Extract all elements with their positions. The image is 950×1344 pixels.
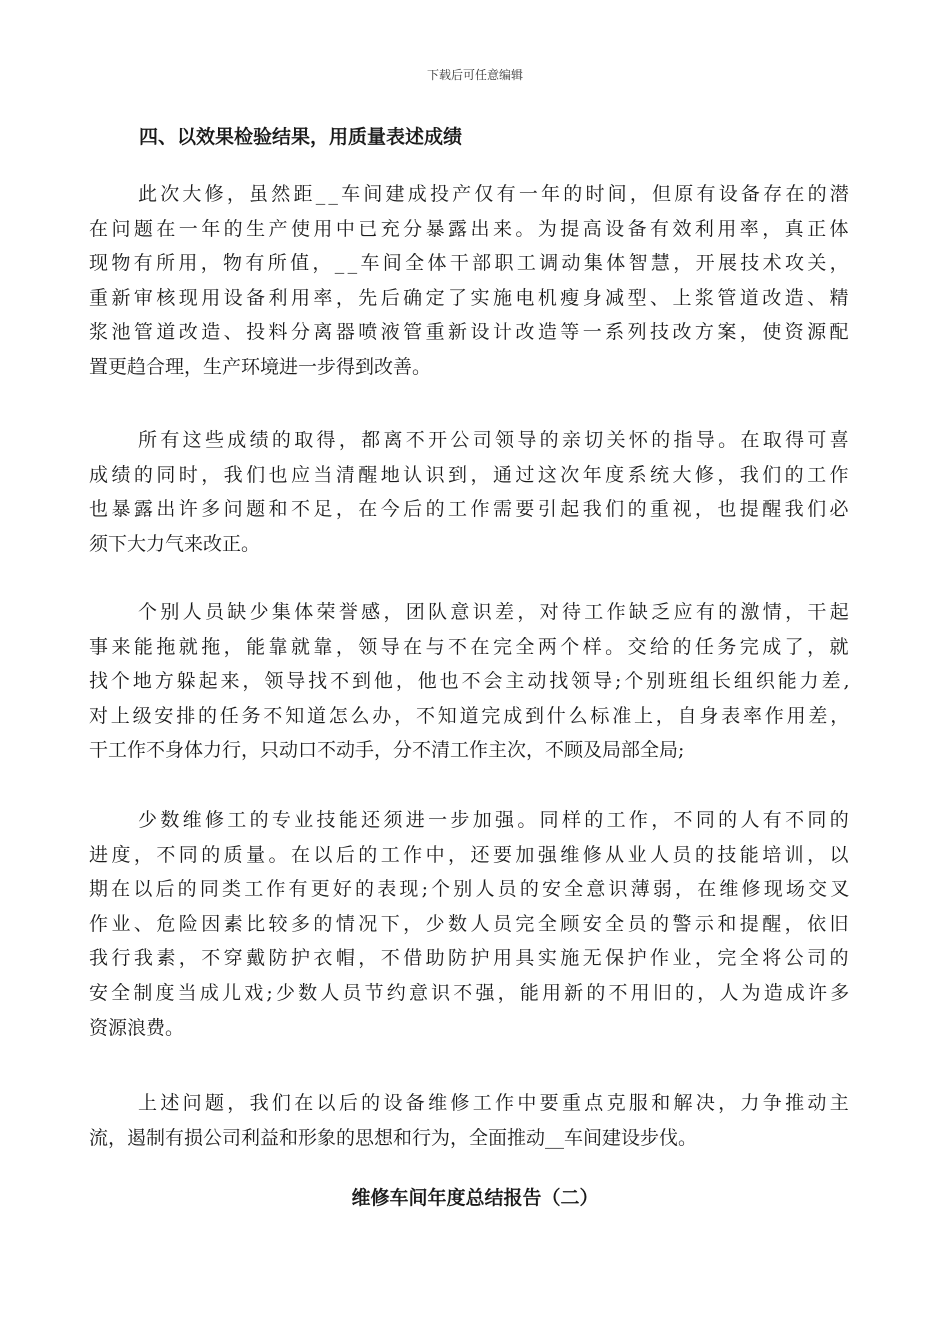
paragraph-line: 成绩的同时，我们也应当清醒地认识到，通过这次年度系统大修，我们的工作 [89, 463, 852, 486]
paragraph-line: 置更趋合理，生产环境进一步得到改善。 [89, 356, 432, 378]
paragraph-line: 期在以后的同类工作有更好的表现;个别人员的安全意识薄弱，在维修现场交叉 [89, 878, 853, 901]
paragraph-line: 找个地方躲起来，领导找不到他，他也不会主动找领导;个别班组长组织能力差, [89, 670, 853, 693]
document-title: 维修车间年度总结报告（二） [351, 1187, 599, 1209]
paragraph-line: 现物有所用，物有所值，__车间全体干部职工调动集体智慧，开展技术攻关， [89, 252, 853, 275]
paragraph-line: 流，遏制有损公司利益和形象的思想和行为，全面推动__车间建设步伐。 [89, 1126, 698, 1149]
paragraph-line: 浆池管道改造、投料分离器喷液管重新设计改造等一系列技改方案，使资源配 [89, 321, 852, 344]
paragraph-line: 在问题在一年的生产使用中已充分暴露出来。为提高设备有效利用率，真正体 [89, 217, 852, 240]
paragraph-line: 也暴露出许多问题和不足，在今后的工作需要引起我们的重视，也提醒我们必 [89, 498, 852, 521]
paragraph-line: 重新审核现用设备利用率，先后确定了实施电机瘦身减型、上浆管道改造、精 [89, 286, 852, 309]
paragraph-line: 我行我素，不穿戴防护衣帽，不借助防护用具实施无保护作业，完全将公司的 [89, 947, 852, 970]
paragraph-line: 资源浪费。 [89, 1016, 185, 1039]
section-heading: 四、以效果检验结果，用质量表述成绩 [139, 126, 463, 148]
paragraph-line: 对上级安排的任务不知道怎么办，不知道完成到什么标准上，自身表率作用差， [89, 704, 853, 727]
paragraph-line: 须下大力气来改正。 [89, 532, 261, 555]
paragraph-line: 个别人员缺少集体荣誉感，团队意识差，对待工作缺乏应有的激情，干起 [138, 601, 853, 623]
paragraph-line: 安全制度当成儿戏;少数人员节约意识不强，能用新的不用旧的，人为造成许多 [89, 982, 853, 1004]
paragraph-line: 进度，不同的质量。在以后的工作中，还要加强维修从业人员的技能培训，以 [89, 843, 852, 866]
paragraph-line: 作业、危险因素比较多的情况下，少数人员完全顾安全员的警示和提醒，依旧 [89, 912, 852, 935]
paragraph-line: 此次大修，虽然距__车间建成投产仅有一年的时间，但原有设备存在的潜 [138, 183, 852, 205]
paragraph-line: 事来能拖就拖，能靠就靠，领导在与不在完全两个样。交给的任务完成了，就 [89, 635, 852, 658]
paragraph-line: 上述问题，我们在以后的设备维修工作中要重点克服和解决，力争推动主 [138, 1092, 853, 1114]
paragraph-line: 少数维修工的专业技能还须进一步加强。同样的工作，不同的人有不同的 [138, 809, 853, 831]
header-note: 下载后可任意编辑 [426, 68, 523, 82]
paragraph-line: 干工作不身体力行，只动口不动手，分不清工作主次，不顾及局部全局; [89, 739, 685, 762]
paragraph-line: 所有这些成绩的取得，都离不开公司领导的亲切关怀的指导。在取得可喜 [138, 429, 853, 451]
